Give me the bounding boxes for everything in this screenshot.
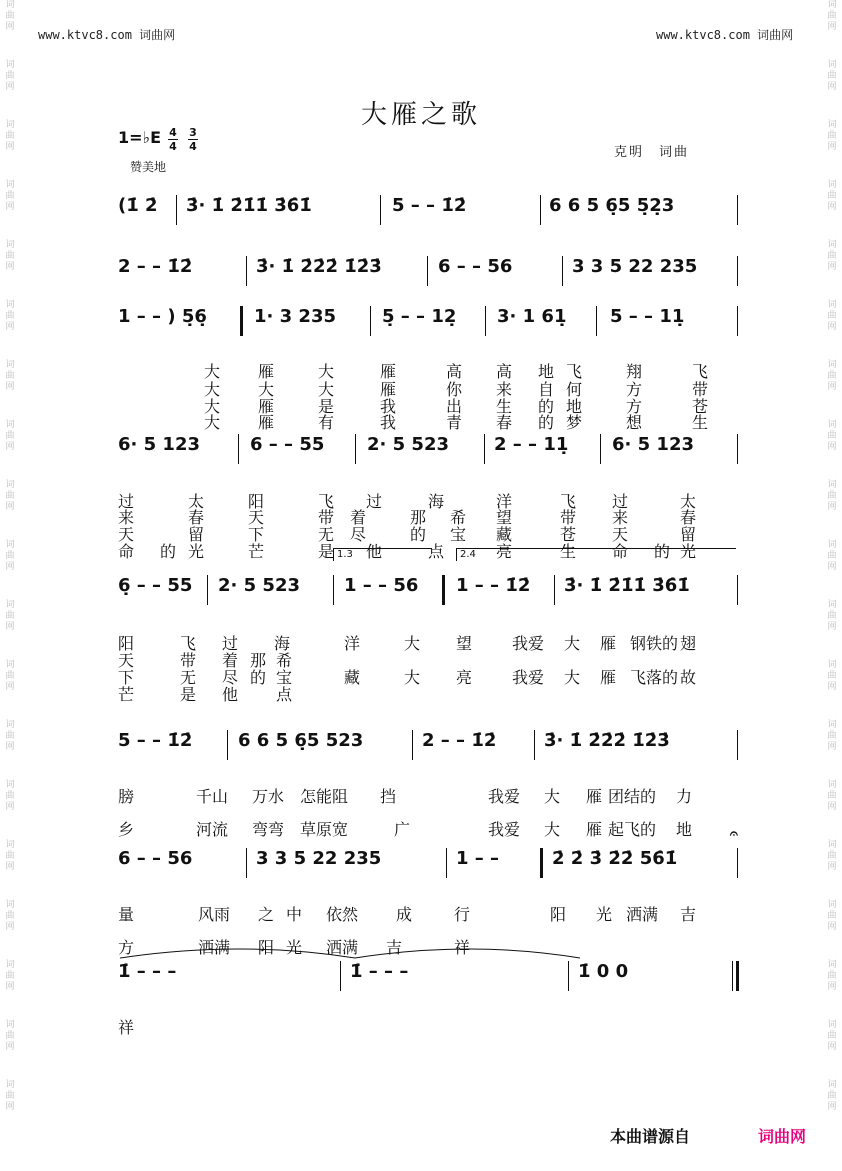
measure: 5 – – 11̣ xyxy=(610,306,685,327)
lyric-syllable: 高 xyxy=(496,362,513,381)
lyric-syllable: 我 xyxy=(380,413,397,432)
watermark-text: 词 曲 网 xyxy=(5,300,15,332)
bar-line xyxy=(540,195,541,225)
lyric-syllable: 飞 xyxy=(692,362,709,381)
lyric-syllable: 雁 xyxy=(258,413,275,432)
lyric-syllable: 光 xyxy=(286,938,303,957)
watermark-text: 词 曲 网 xyxy=(5,780,15,812)
lyric-syllable: 来 xyxy=(118,508,135,527)
lyric-syllable: 来 xyxy=(496,380,513,399)
lyric-syllable: 芒 xyxy=(248,542,265,561)
bar-line xyxy=(737,730,738,760)
lyric-syllable: 他 xyxy=(222,685,239,704)
lyric-syllable: 大 xyxy=(404,634,421,653)
lyric-syllable: 海 xyxy=(274,634,291,653)
bar-line xyxy=(176,195,177,225)
lyric-syllable: 光 xyxy=(188,542,205,561)
watermark-text: 词 曲 网 xyxy=(827,900,837,932)
lyric-syllable: 天 xyxy=(612,525,629,544)
lyric-syllable: 大 xyxy=(204,380,221,399)
lyric-syllable: 来 xyxy=(612,508,629,527)
bar-line xyxy=(534,730,535,760)
lyric-syllable: 大 xyxy=(544,787,561,806)
lyric-syllable: 雁 xyxy=(380,362,397,381)
measure: 6 – – 56 xyxy=(438,256,513,277)
lyric-syllable: 团结的 xyxy=(608,787,657,806)
bar-line xyxy=(442,575,445,605)
lyric-syllable: 河流 xyxy=(196,820,229,839)
lyric-syllable: 藏 xyxy=(496,525,513,544)
lyric-syllable: 祥 xyxy=(454,938,471,957)
bar-line xyxy=(380,195,381,225)
lyric-syllable: 大 xyxy=(544,820,561,839)
watermark-text: 词 曲 网 xyxy=(5,960,15,992)
bar-line xyxy=(370,306,371,336)
lyric-syllable: 阳 xyxy=(550,905,567,924)
lyric-syllable: 我 xyxy=(380,397,397,416)
lyric-syllable: 我爱 xyxy=(488,787,521,806)
lyric-syllable: 万水 xyxy=(252,787,285,806)
staff-line-5 xyxy=(0,575,842,615)
watermark-text: 词 曲 网 xyxy=(827,1020,837,1052)
lyric-syllable: 是 xyxy=(180,685,197,704)
lyric-syllable: 依然 xyxy=(326,905,359,924)
measure: 6 6 5 6̣5 523 xyxy=(238,730,364,751)
lyric-syllable: 天 xyxy=(248,508,265,527)
bar-line xyxy=(736,961,739,991)
bar-line xyxy=(562,256,563,286)
lyric-syllable: 点 xyxy=(428,542,445,561)
lyric-syllable: 下 xyxy=(248,525,265,544)
lyric-syllable: 的 xyxy=(410,525,427,544)
lyric-syllable: 阳 xyxy=(248,492,265,511)
volta-2-4: 2.4 xyxy=(456,548,736,561)
lyric-syllable: 大 xyxy=(564,668,581,687)
lyric-syllable: 何 xyxy=(566,380,583,399)
verse-row-4 xyxy=(0,663,842,704)
lyric-syllable: 生 xyxy=(496,397,513,416)
watermark-text: 词 曲 网 xyxy=(827,600,837,632)
measure: 1 – – xyxy=(456,848,500,869)
lyric-syllable: 钢铁的 xyxy=(630,634,679,653)
lyric-syllable: 成 xyxy=(396,905,413,924)
lyric-syllable: 的 xyxy=(538,413,555,432)
lyric-syllable: 膀 xyxy=(118,787,135,806)
watermark-text: 词 曲 网 xyxy=(827,1080,837,1112)
bar-line xyxy=(596,306,597,336)
lyric-syllable: 草原宽 xyxy=(300,820,349,839)
bar-line xyxy=(484,434,485,464)
lyric-syllable: 飞落的 xyxy=(630,668,679,687)
lyric-syllable: 大 xyxy=(564,634,581,653)
lyric-syllable: 力 xyxy=(676,787,693,806)
lyric-syllable: 我爱 xyxy=(488,820,521,839)
lyric-syllable: 过 xyxy=(612,492,629,511)
bar-line xyxy=(737,195,738,225)
lyric-syllable: 芒 xyxy=(118,685,135,704)
lyric-syllable: 的 xyxy=(654,542,671,561)
staff-line-8 xyxy=(0,961,842,1001)
bar-line xyxy=(732,961,733,991)
lyric-syllable: 我爱 xyxy=(512,668,545,687)
lyric-syllable: 那 xyxy=(410,508,427,527)
footer-site-link[interactable]: 词曲网 xyxy=(758,1127,807,1146)
watermark-text: 词 曲 网 xyxy=(5,480,15,512)
lyric-syllable: 方 xyxy=(626,380,643,399)
lyric-syllable: 生 xyxy=(692,413,709,432)
lyric-syllable: 洋 xyxy=(496,492,513,511)
lyric-syllable: 的 xyxy=(160,542,177,561)
lyric-syllable: 洒满 xyxy=(326,938,359,957)
lyric-syllable: 飞 xyxy=(560,492,577,511)
lyric-syllable: 翅 xyxy=(680,634,697,653)
lyric-syllable: 大 xyxy=(404,668,421,687)
bar-line xyxy=(540,848,543,878)
bar-line xyxy=(446,848,447,878)
header-left-site: www.ktvc8.com 词曲网 xyxy=(38,28,176,42)
measure: 3̇· 1̇ 2̇2̇2̇ 1̇2̇3̇ xyxy=(544,730,670,751)
watermark-text: 词 曲 网 xyxy=(5,900,15,932)
lyric-syllable: 苍 xyxy=(560,525,577,544)
lyric-syllable: 想 xyxy=(626,413,643,432)
bar-line xyxy=(737,575,738,605)
watermark-text: 词 曲 网 xyxy=(827,480,837,512)
bar-line xyxy=(227,730,228,760)
watermark-text: 词 曲 网 xyxy=(5,180,15,212)
lyric-syllable: 下 xyxy=(118,668,135,687)
lyric-syllable: 海 xyxy=(428,492,445,511)
measure: 1· 3 235 xyxy=(254,306,336,327)
bar-line xyxy=(427,256,428,286)
lyric-syllable: 地 xyxy=(676,820,693,839)
lyric-syllable: 高 xyxy=(446,362,463,381)
measure: 3 3 5 22 235 xyxy=(256,848,382,869)
watermark-text: 词 曲 网 xyxy=(5,0,15,32)
lyric-syllable: 带 xyxy=(180,651,197,670)
measure: 2· 5 523 xyxy=(218,575,300,596)
lyric-syllable: 亮 xyxy=(456,668,473,687)
lyric-syllable: 生 xyxy=(560,542,577,561)
lyric-syllable: 中 xyxy=(286,905,303,924)
lyric-syllable: 雁 xyxy=(586,787,603,806)
time-sig-numerator: 4 xyxy=(169,126,177,139)
lyric-syllable: 过 xyxy=(118,492,135,511)
watermark-text: 词 曲 网 xyxy=(827,360,837,392)
bar-line xyxy=(600,434,601,464)
lyric-syllable: 大 xyxy=(258,380,275,399)
lyric-syllable: 藏 xyxy=(344,668,361,687)
bar-line xyxy=(737,848,738,878)
lyric-syllable: 的 xyxy=(250,668,267,687)
measure: 6· 5 123 xyxy=(118,434,200,455)
lyric-syllable: 千山 xyxy=(196,787,229,806)
lyric-syllable: 飞 xyxy=(318,492,335,511)
watermark-text: 词 曲 网 xyxy=(827,120,837,152)
watermark-text: 词 曲 网 xyxy=(827,180,837,212)
lyric-syllable: 梦 xyxy=(566,413,583,432)
measure: 6̣ – – 55 xyxy=(118,575,193,596)
measure: 1̇ – – – xyxy=(350,961,409,982)
lyric-syllable: 太 xyxy=(680,492,697,511)
lyric-syllable: 翔 xyxy=(626,362,643,381)
lyric-syllable: 吉 xyxy=(680,905,697,924)
measure: 3̇· 1̇ 2̇1̇1̇ 3̇6̇1̇ xyxy=(564,575,690,596)
measure: 6· 5 123 xyxy=(612,434,694,455)
measure: 5 – – 1̇2̇ xyxy=(118,730,193,751)
bar-line xyxy=(207,575,208,605)
watermark-text: 词 曲 网 xyxy=(5,420,15,452)
slur-final-line xyxy=(110,940,750,962)
watermark-text: 词 曲 网 xyxy=(827,540,837,572)
lyric-syllable: 量 xyxy=(118,905,135,924)
lyric-syllable: 那 xyxy=(250,651,267,670)
watermark-text: 词 曲 网 xyxy=(5,720,15,752)
fermata-icon: 𝄐 xyxy=(730,826,738,842)
bar-line xyxy=(246,256,247,286)
lyric-syllable: 无 xyxy=(318,525,335,544)
measure: 2· 5 523 xyxy=(367,434,449,455)
lyric-syllable: 方 xyxy=(626,397,643,416)
lyric-syllable: 是 xyxy=(318,542,335,561)
time-signature-3-4 xyxy=(188,127,198,152)
measure: 2 – – 11̣ xyxy=(494,434,569,455)
watermark-text: 词 曲 网 xyxy=(5,1080,15,1112)
lyric-syllable: 太 xyxy=(188,492,205,511)
lyric-syllable: 过 xyxy=(222,634,239,653)
lyric-syllable: 大 xyxy=(318,362,335,381)
lyric-syllable: 雁 xyxy=(600,668,617,687)
lyric-syllable: 我爱 xyxy=(512,634,545,653)
watermark-text: 词 曲 网 xyxy=(827,60,837,92)
watermark-text: 词 曲 网 xyxy=(827,660,837,692)
header-right-site: www.ktvc8.com 词曲网 xyxy=(656,28,794,42)
lyric-syllable: 点 xyxy=(276,685,293,704)
lyric-syllable: 大 xyxy=(318,380,335,399)
watermark-text: 词 曲 网 xyxy=(827,840,837,872)
bar-line xyxy=(333,575,334,605)
lyric-syllable: 雁 xyxy=(258,397,275,416)
lyric-syllable: 大 xyxy=(204,413,221,432)
lyric-syllable: 留 xyxy=(188,525,205,544)
measure: 1̇ – – – xyxy=(118,961,177,982)
song-title: 大雁之歌 xyxy=(360,100,481,130)
measure: 5 – – 1̇2̇ xyxy=(392,195,467,216)
measure: 6 – – 55 xyxy=(250,434,325,455)
watermark-text: 词 曲 网 xyxy=(5,540,15,572)
lyric-syllable: 广 xyxy=(394,820,411,839)
lyric-syllable: 乡 xyxy=(118,820,135,839)
lyric-syllable: 有 xyxy=(318,413,335,432)
lyric-syllable: 希 xyxy=(276,651,293,670)
watermark-text: 词 曲 网 xyxy=(5,240,15,272)
measure: 1 – – ) 5̣6̣ xyxy=(118,306,207,327)
bar-line xyxy=(412,730,413,760)
lyric-syllable: 希 xyxy=(450,508,467,527)
bar-line xyxy=(485,306,486,336)
watermark-text: 词 曲 网 xyxy=(5,660,15,692)
watermark-text: 词 曲 网 xyxy=(827,720,837,752)
lyric-syllable: 雁 xyxy=(380,380,397,399)
lyric-syllable: 你 xyxy=(446,380,463,399)
watermark-text: 词 曲 网 xyxy=(827,300,837,332)
tempo-marking: 赞美地 xyxy=(130,160,167,174)
time-signature-4-4 xyxy=(168,127,178,152)
volta-1-3: 1.3 xyxy=(333,548,432,561)
lyric-syllable: 天 xyxy=(118,651,135,670)
lyric-syllable: 方 xyxy=(118,938,135,957)
verse-row-4 xyxy=(0,391,842,432)
time-sig-numerator: 3 xyxy=(189,126,197,139)
measure: 1 – – 1̇2̇ xyxy=(456,575,531,596)
lyric-syllable: 青 xyxy=(446,413,463,432)
lyric-syllable: 弯弯 xyxy=(252,820,285,839)
lyric-syllable: 洒满 xyxy=(198,938,231,957)
watermark-text: 词 曲 网 xyxy=(5,360,15,392)
measure: 5̣ – – 12̣ xyxy=(382,306,457,327)
lyric-syllable: 洒满 xyxy=(626,905,659,924)
lyric-syllable: 之 xyxy=(258,905,275,924)
lyric-syllable: 怎能阻 xyxy=(300,787,349,806)
bar-line xyxy=(554,575,555,605)
measure: 3 3 5 22 235 xyxy=(572,256,698,277)
bar-line xyxy=(737,434,738,464)
lyric-syllable: 亮 xyxy=(496,542,513,561)
lyric-syllable: 望 xyxy=(496,508,513,527)
watermark-text: 词 曲 网 xyxy=(827,420,837,452)
measure: 1 – – 56 xyxy=(344,575,419,596)
lyric-syllable: 留 xyxy=(680,525,697,544)
lyric-syllable: 望 xyxy=(456,634,473,653)
lyric-syllable: 洋 xyxy=(344,634,361,653)
lyric-syllable: 带 xyxy=(692,380,709,399)
lyric-syllable: 光 xyxy=(596,905,613,924)
lyric-syllable: 尽 xyxy=(222,668,239,687)
measure: 1̇ 0 0 xyxy=(578,961,629,982)
lyric-syllable: 飞 xyxy=(180,634,197,653)
lyric-syllable: 无 xyxy=(180,668,197,687)
lyric-syllable: 挡 xyxy=(380,787,397,806)
lyric-syllable: 命 xyxy=(612,542,629,561)
lyric-syllable: 大 xyxy=(204,397,221,416)
lyric-syllable: 祥 xyxy=(118,1018,135,1037)
lyric-syllable: 天 xyxy=(118,525,135,544)
lyric-syllable: 地 xyxy=(566,397,583,416)
measure: 2 – – 1̇2̇ xyxy=(422,730,497,751)
bar-line xyxy=(737,256,738,286)
watermark-text: 词 曲 网 xyxy=(5,840,15,872)
watermark-text: 词 曲 网 xyxy=(5,120,15,152)
lyric-syllable: 苍 xyxy=(692,397,709,416)
watermark-text: 词 曲 网 xyxy=(5,60,15,92)
lyric-syllable: 大 xyxy=(204,362,221,381)
credits: 克明 词曲 xyxy=(614,145,690,160)
bar-line xyxy=(340,961,341,991)
staff-line-4 xyxy=(0,434,842,474)
bar-line xyxy=(737,306,738,336)
lyric-syllable: 阳 xyxy=(258,938,275,957)
bar-line xyxy=(568,961,569,991)
key-signature: 1=♭E xyxy=(118,128,162,147)
lyric-syllable: 着 xyxy=(222,651,239,670)
lyric-syllable: 尽 xyxy=(350,525,367,544)
lyric-syllable: 过 xyxy=(366,492,383,511)
lyric-syllable: 雁 xyxy=(586,820,603,839)
lyric-syllable: 吉 xyxy=(386,938,403,957)
time-sig-denominator: 4 xyxy=(189,140,197,153)
lyric-syllable: 风雨 xyxy=(198,905,231,924)
lyric-syllable: 宝 xyxy=(276,668,293,687)
lyric-syllable: 带 xyxy=(318,508,335,527)
measure: 2 – – 1̇2̇ xyxy=(118,256,193,277)
lyric-syllable: 是 xyxy=(318,397,335,416)
staff-line-2 xyxy=(0,256,842,296)
lyric-syllable: 春 xyxy=(188,508,205,527)
lyric-syllable: 出 xyxy=(446,397,463,416)
watermark-text: 词 曲 网 xyxy=(5,1020,15,1052)
lyric-syllable: 自 xyxy=(538,380,555,399)
lyric-syllable: 命 xyxy=(118,542,135,561)
watermark-text: 词 曲 网 xyxy=(5,600,15,632)
lyric-syllable: 雁 xyxy=(600,634,617,653)
measure: 6 6 5 6̣5 5̣2̣3 xyxy=(549,195,675,216)
watermark-text: 词 曲 网 xyxy=(827,780,837,812)
lyric-syllable: 的 xyxy=(538,397,555,416)
lyric-syllable: 起飞的 xyxy=(608,820,657,839)
footer-source-label: 本曲谱源自 xyxy=(610,1127,691,1146)
time-sig-denominator: 4 xyxy=(169,140,177,153)
measure: 3̇· 1̇ 2̇2̇2̇ 1̇2̇3̇ xyxy=(256,256,382,277)
lyric-syllable: 行 xyxy=(454,905,471,924)
watermark-text: 词 曲 网 xyxy=(827,240,837,272)
bar-line xyxy=(240,306,243,336)
measure: 3· 1 61̣ xyxy=(497,306,567,327)
bar-line xyxy=(246,848,247,878)
watermark-text: 词 曲 网 xyxy=(827,960,837,992)
measure: 6 – – 56 xyxy=(118,848,193,869)
lyric-syllable: 宝 xyxy=(450,525,467,544)
lyric-syllable: 地 xyxy=(538,362,555,381)
bar-line xyxy=(355,434,356,464)
staff-line-6 xyxy=(0,730,842,770)
watermark-text: 词 曲 网 xyxy=(827,0,837,32)
lyric-syllable: 雁 xyxy=(258,362,275,381)
measure: 3̇· 1̇ 2̇1̇1̇ 3̇6̇1̇ xyxy=(186,195,312,216)
lyric-syllable: 他 xyxy=(366,542,383,561)
lyric-syllable: 飞 xyxy=(566,362,583,381)
staff-line-1 xyxy=(0,195,842,235)
measure: (1̇ 2̇ xyxy=(118,195,158,216)
lyric-syllable: 故 xyxy=(680,668,697,687)
lyric-syllable: 着 xyxy=(350,508,367,527)
lyric-syllable: 阳 xyxy=(118,634,135,653)
lyric-syllable: 带 xyxy=(560,508,577,527)
lyric-syllable: 春 xyxy=(680,508,697,527)
verse-row-2 xyxy=(0,798,842,839)
lyric-syllable: 春 xyxy=(496,413,513,432)
measure: 2̇ 2̇ 3̇ 2̇2̇ 56̇1̇ xyxy=(552,848,678,869)
lyric-syllable: 光 xyxy=(680,542,697,561)
bar-line xyxy=(238,434,239,464)
